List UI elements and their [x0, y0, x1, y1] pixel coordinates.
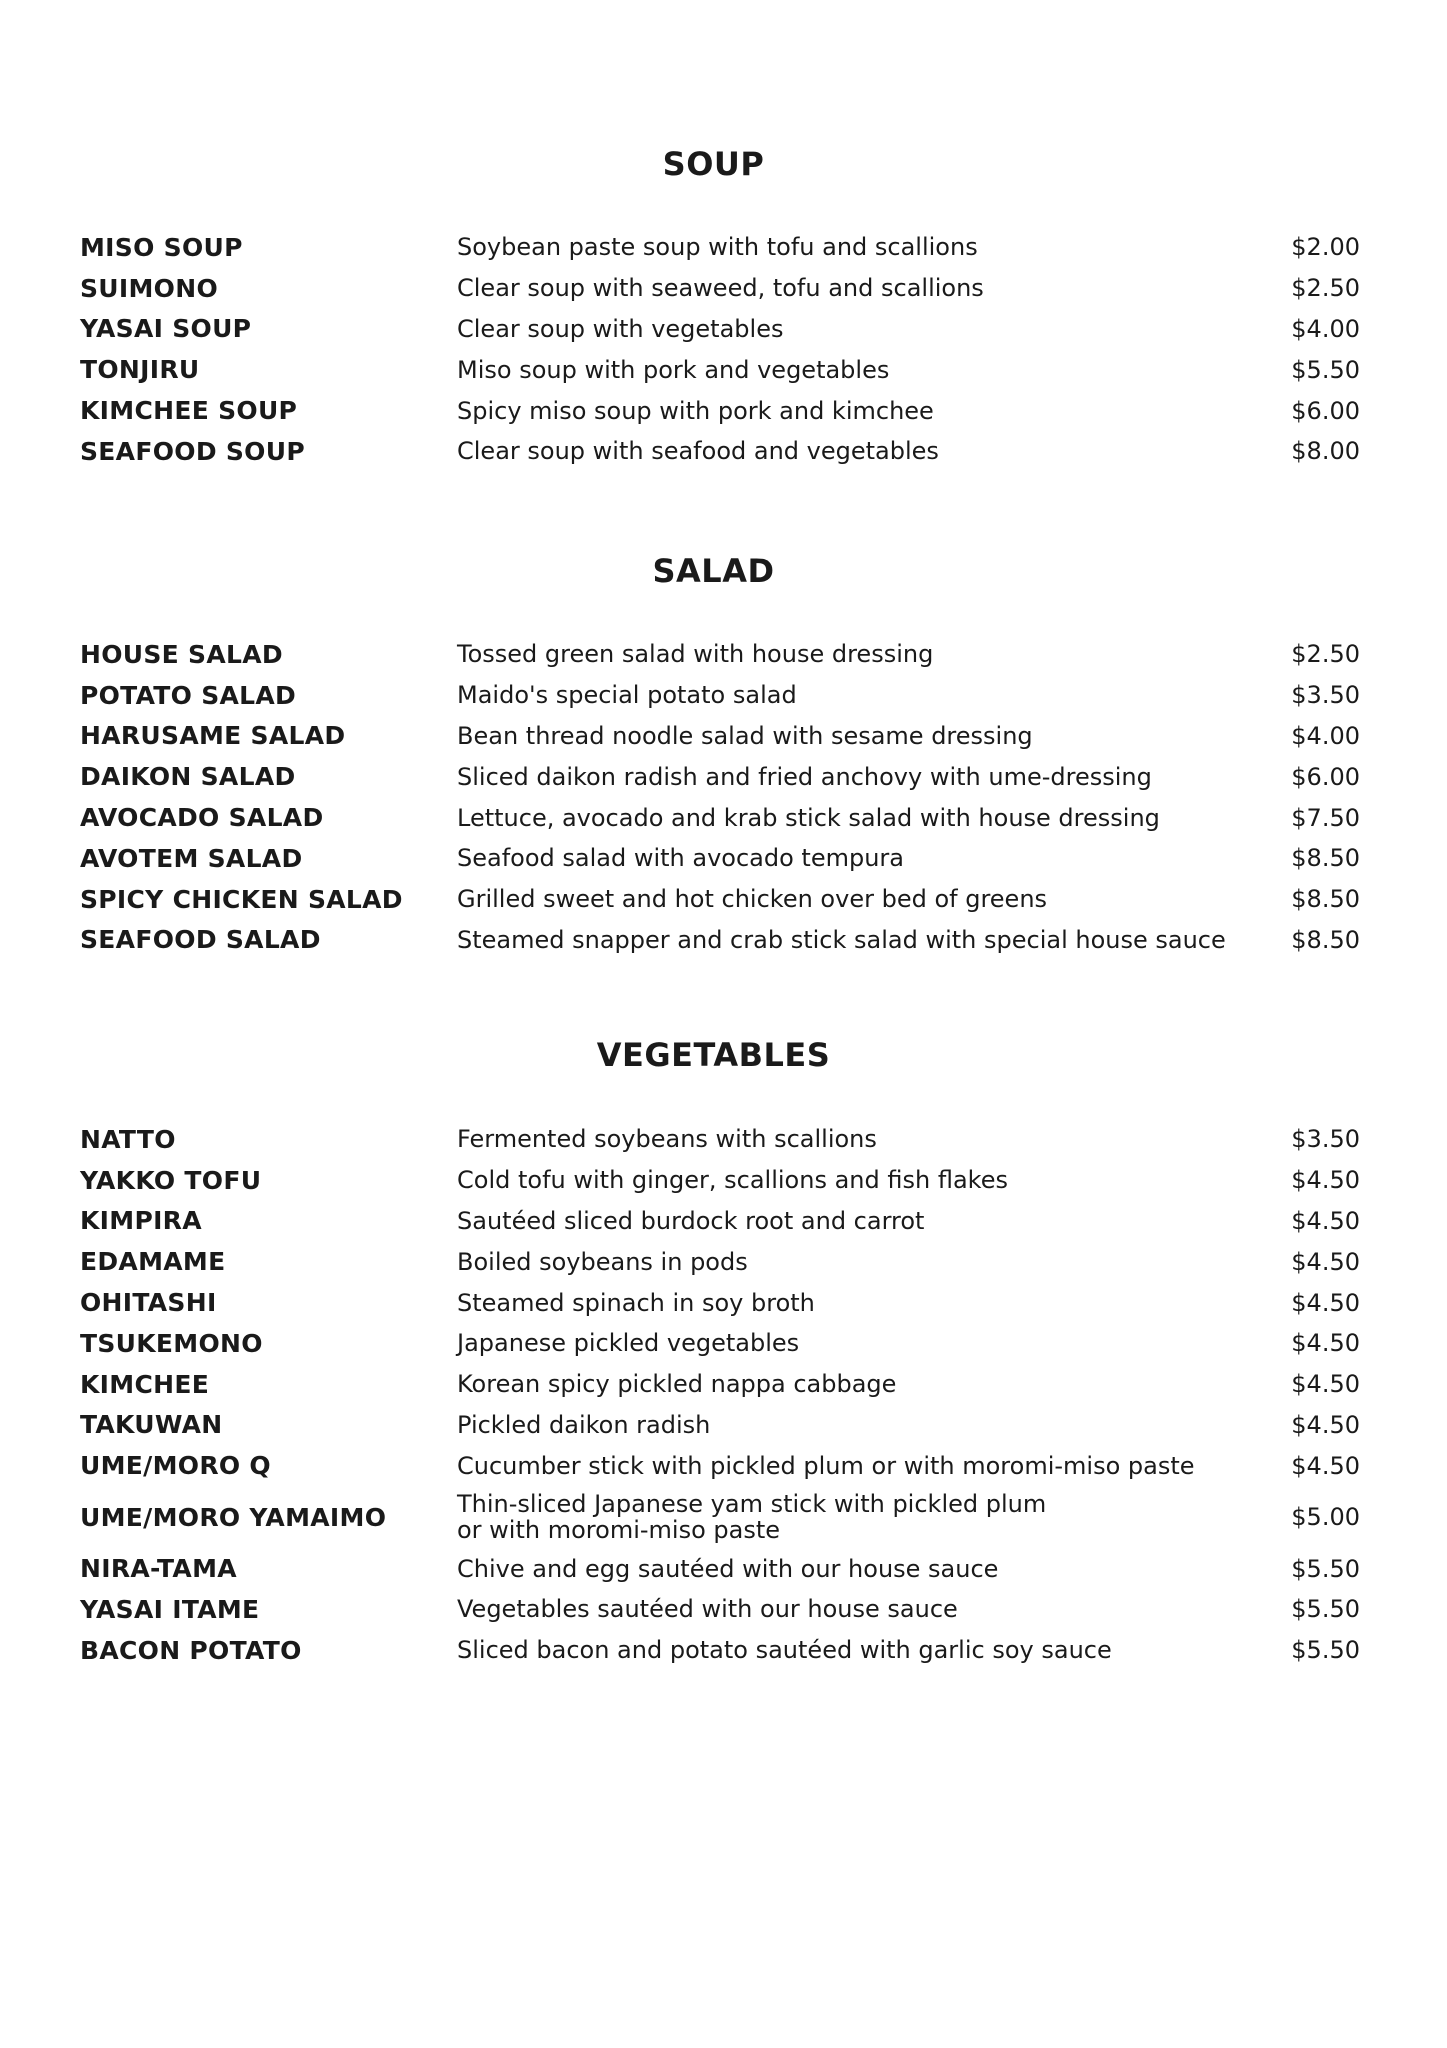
menu-item-row: [80, 268, 1360, 309]
menu-item-row: [80, 716, 1360, 757]
item-price: $4.00: [1291, 314, 1360, 343]
item-price: $4.50: [1291, 1247, 1360, 1276]
item-name: DAIKON SALAD: [80, 762, 296, 792]
item-price: $6.00: [1291, 396, 1360, 425]
menu-item-row: [80, 1630, 1360, 1671]
item-price: $3.50: [1291, 1125, 1360, 1154]
item-price: $4.50: [1291, 1370, 1360, 1399]
item-description: Vegetables sautéed with our house sauce: [457, 1595, 958, 1624]
item-price: $4.00: [1291, 721, 1360, 750]
item-description: Clear soup with seaweed, tofu and scallions: [457, 274, 984, 303]
item-name: KIMCHEE: [80, 1369, 210, 1399]
item-name: NATTO: [80, 1124, 176, 1154]
menu-item-row: [80, 390, 1360, 431]
item-description: Miso soup with pork and vegetables: [457, 355, 890, 384]
section-title-vegetables: VEGETABLES: [596, 1036, 831, 1074]
item-price: $4.50: [1291, 1410, 1360, 1439]
item-description: Grilled sweet and hot chicken over bed of greens: [457, 885, 1048, 914]
item-price: $3.50: [1291, 681, 1360, 710]
item-description: Bean thread noodle salad with sesame dressing: [457, 721, 1033, 750]
menu-item-row: [80, 1548, 1360, 1589]
item-description: Pickled daikon radish: [457, 1410, 711, 1439]
item-description: Seafood salad with avocado tempura: [457, 844, 904, 873]
section-title-salad: SALAD: [652, 552, 775, 590]
menu-item-row: [80, 675, 1360, 716]
vegetables-list: [80, 1119, 1360, 1671]
item-name: AVOCADO SALAD: [80, 803, 324, 833]
item-price: $8.50: [1291, 885, 1360, 914]
item-price: $5.00: [1291, 1503, 1360, 1532]
item-description: Boiled soybeans in pods: [457, 1247, 748, 1276]
item-description: Chive and egg sautéed with our house sauce: [457, 1554, 999, 1583]
menu-item-row: [80, 756, 1360, 797]
menu-item-row: [80, 1589, 1360, 1630]
item-price: $5.50: [1291, 355, 1360, 384]
menu-item-row: [80, 1119, 1360, 1160]
item-name: BACON POTATO: [80, 1635, 302, 1665]
item-price: $2.50: [1291, 640, 1360, 669]
menu-item-row: [80, 920, 1360, 961]
item-description: Cucumber stick with pickled plum or with moromi-miso paste: [457, 1451, 1195, 1480]
item-name: YAKKO TOFU: [80, 1165, 262, 1195]
item-name: TAKUWAN: [80, 1410, 223, 1440]
section-title-soup: SOUP: [662, 145, 765, 183]
item-name: HOUSE SALAD: [80, 639, 283, 669]
item-name: SEAFOOD SOUP: [80, 436, 305, 466]
item-name: SEAFOOD SALAD: [80, 925, 321, 955]
menu-item-row: [80, 1405, 1360, 1446]
item-description: Tossed green salad with house dressing: [457, 640, 934, 669]
menu-item-row: [80, 1282, 1360, 1323]
item-description: Lettuce, avocado and krab stick salad with house dressing: [457, 803, 1160, 832]
item-description: Steamed spinach in soy broth: [457, 1288, 815, 1317]
item-description: Sliced bacon and potato sautéed with garlic soy sauce: [457, 1636, 1112, 1665]
item-name: NIRA-TAMA: [80, 1554, 237, 1584]
item-price: $2.50: [1291, 274, 1360, 303]
soup-list: [80, 227, 1360, 472]
item-name: UME/MORO YAMAIMO: [80, 1502, 387, 1532]
item-name: KIMCHEE SOUP: [80, 396, 298, 426]
menu-item-row: [80, 797, 1360, 838]
item-description: Sliced daikon radish and fried anchovy with ume-dressing: [457, 762, 1152, 791]
menu-item-row: [80, 1364, 1360, 1405]
menu-item-row: [80, 1241, 1360, 1282]
item-name: MISO SOUP: [80, 232, 243, 262]
item-description: Clear soup with vegetables: [457, 314, 784, 343]
item-name: OHITASHI: [80, 1288, 217, 1318]
item-price: $8.50: [1291, 844, 1360, 873]
item-description: Cold tofu with ginger, scallions and fish flakes: [457, 1166, 1008, 1195]
item-description: Fermented soybeans with scallions: [457, 1125, 877, 1154]
item-price: $4.50: [1291, 1206, 1360, 1235]
item-price: $2.00: [1291, 233, 1360, 262]
item-name: TONJIRU: [80, 355, 200, 385]
item-description: Maido's special potato salad: [457, 681, 797, 710]
menu-item-row: [80, 879, 1360, 920]
item-name: TSUKEMONO: [80, 1328, 263, 1358]
item-name: SUIMONO: [80, 273, 219, 303]
item-description: Korean spicy pickled nappa cabbage: [457, 1370, 897, 1399]
menu-item-row: [80, 1160, 1360, 1201]
item-description: Sautéed sliced burdock root and carrot: [457, 1206, 925, 1235]
item-price: $5.50: [1291, 1554, 1360, 1583]
item-price: $8.00: [1291, 437, 1360, 466]
item-name: SPICY CHICKEN SALAD: [80, 884, 403, 914]
menu-item-row: [80, 1486, 1360, 1548]
item-name: YASAI SOUP: [80, 314, 252, 344]
item-name: EDAMAME: [80, 1247, 226, 1277]
item-description: Clear soup with seafood and vegetables: [457, 437, 939, 466]
item-price: $5.50: [1291, 1595, 1360, 1624]
item-price: $4.50: [1291, 1451, 1360, 1480]
item-description: Steamed snapper and crab stick salad with special house sauce: [457, 925, 1226, 954]
menu-item-row: [80, 634, 1360, 675]
menu-item-row: [80, 309, 1360, 350]
menu-item-row: [80, 1323, 1360, 1364]
item-description: Spicy miso soup with pork and kimchee: [457, 396, 934, 425]
menu-item-row: [80, 227, 1360, 268]
item-price: $7.50: [1291, 803, 1360, 832]
item-name: KIMPIRA: [80, 1206, 202, 1236]
item-name: YASAI ITAME: [80, 1594, 260, 1624]
item-name: HARUSAME SALAD: [80, 721, 346, 751]
item-name: POTATO SALAD: [80, 680, 297, 710]
menu-item-row: [80, 431, 1360, 472]
salad-list: [80, 634, 1360, 960]
item-price: $4.50: [1291, 1288, 1360, 1317]
item-description: Soybean paste soup with tofu and scallions: [457, 233, 978, 262]
menu-item-row: [80, 349, 1360, 390]
menu-item-row: [80, 1201, 1360, 1242]
item-name: AVOTEM SALAD: [80, 843, 303, 873]
item-price: $4.50: [1291, 1166, 1360, 1195]
item-price: $5.50: [1291, 1636, 1360, 1665]
item-price: $8.50: [1291, 925, 1360, 954]
item-price: $6.00: [1291, 762, 1360, 791]
item-name: UME/MORO Q: [80, 1451, 271, 1481]
item-price: $4.50: [1291, 1329, 1360, 1358]
menu-item-row: [80, 1445, 1360, 1486]
item-description: Japanese pickled vegetables: [457, 1329, 800, 1358]
menu-item-row: [80, 838, 1360, 879]
item-description: Thin-sliced Japanese yam stick with pickled plum or with moromi-miso paste: [457, 1490, 1047, 1545]
